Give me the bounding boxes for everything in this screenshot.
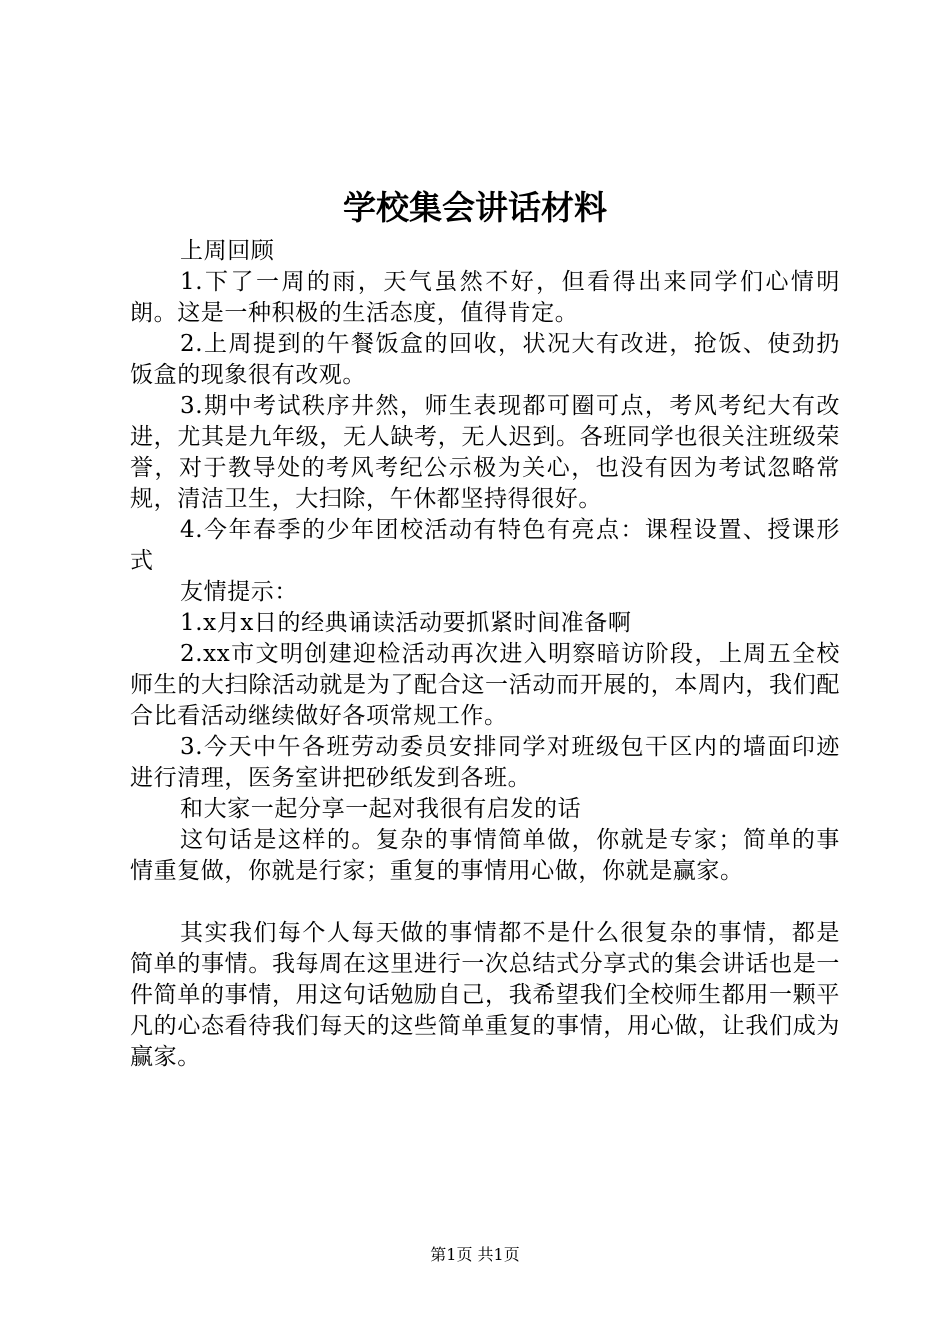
review-item-3: 3.期中考试秩序井然，师生表现都可圈可点，考风考纪大有改进，尤其是九年级，无人缺考，无人迟到。各班同学也很关注班级荣誉，对于教导处的考风考纪公示极为关心，也没有因为考试忽略常规，清洁卫生，大扫除，午休都坚持得很好。 [130, 393, 840, 512]
reminder-item-2: 2.xx市文明创建迎检活动再次进入明察暗访阶段，上周五全校师生的大扫除活动就是为了配合这一活动而开展的，本周内，我们配合比看活动继续做好各项常规工作。 [130, 641, 840, 729]
section-heading-last-week: 上周回顾 [180, 238, 275, 264]
document-body [130, 236, 840, 1073]
section-heading-reminders: 友情提示： [180, 579, 298, 605]
page-number-footer: 第1页 共1页 [430, 1245, 520, 1264]
reminder-item-3: 3.今天中午各班劳动委员安排同学对班级包干区内的墙面印迹进行清理，医务室讲把砂纸发到各班。 [130, 734, 840, 791]
closing-paragraph: 其实我们每个人每天做的事情都不是什么很复杂的事情，都是简单的事情。我每周在这里进行一次总结式分享式的集会讲话也是一件简单的事情，用这句话勉励自己，我希望我们全校师生都用一颗平凡的心态看待我们每天的这些简单重复的事情，用心做，让我们成为赢家。 [130, 920, 840, 1070]
section-heading-sharing: 和大家一起分享一起对我很有启发的话 [180, 796, 582, 822]
page-title: 学校集会讲话材料 [343, 188, 607, 227]
review-item-4: 4.今年春季的少年团校活动有特色有亮点：课程设置、授课形式 [130, 517, 840, 574]
reminder-item-1: 1.x月x日的经典诵读活动要抓紧时间准备啊 [180, 610, 632, 636]
review-item-1: 1.下了一周的雨，天气虽然不好，但看得出来同学们心情明朗。这是一种积极的生活态度，值得肯定。 [130, 269, 840, 326]
sharing-quote-paragraph: 这句话是这样的。复杂的事情简单做，你就是专家；简单的事情重复做，你就是行家；重复的事情用心做，你就是赢家。 [130, 827, 840, 884]
review-item-2: 2.上周提到的午餐饭盒的回收，状况大有改进，抢饭、使劲扔饭盒的现象很有改观。 [130, 331, 840, 388]
